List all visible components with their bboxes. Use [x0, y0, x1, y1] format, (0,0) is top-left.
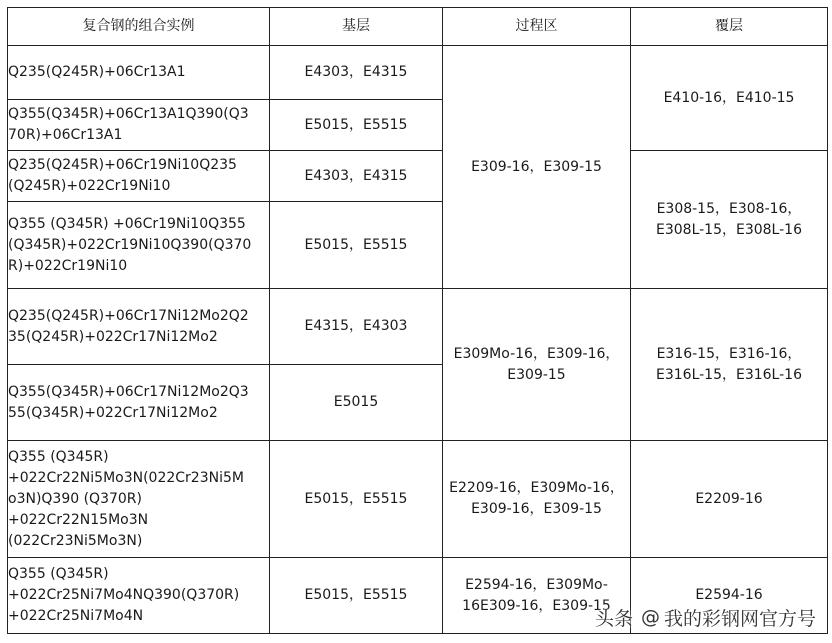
table-row [8, 46, 828, 100]
cladding-electrode-cell [631, 151, 828, 289]
cell-line: Q235(Q245R)+06Cr19Ni10Q235 [8, 157, 237, 173]
transition-electrode-cell [443, 289, 631, 441]
cell-line: E309Mo-16，E309-16， [453, 345, 620, 362]
table-row [8, 151, 828, 202]
cell-line: E309-15 [507, 366, 566, 383]
cell-line: E2209-16，E309Mo-16， [449, 480, 624, 496]
combination-cell [8, 151, 270, 202]
table-row [8, 289, 828, 365]
cell-line: 55(Q345R)+022Cr17Ni12Mo2 [8, 404, 218, 421]
header-row [8, 8, 828, 46]
watermark [595, 597, 816, 637]
cell-line: +022Cr25Ni7Mo4N [8, 608, 144, 624]
base-electrode-cell [270, 100, 443, 151]
cell-line: E308-15，E308-16， [656, 200, 802, 217]
cell-line: E5015 [333, 394, 379, 410]
combination-cell [8, 558, 270, 634]
base-electrode-cell [270, 202, 443, 289]
cell-line: E309-16，E309-15 [471, 501, 602, 517]
cell-line: E4303，E4315 [304, 64, 408, 80]
cell-line: E2594-16，E309Mo- [465, 576, 608, 593]
header-transition-zone: 过程区 [443, 8, 631, 46]
cell-line: E5015，E5515 [304, 116, 408, 133]
cell-line: E410-16，E410-15 [663, 89, 795, 106]
cell-line: Q355(Q345R)+06Cr13A1Q390(Q3 [8, 106, 249, 122]
cell-line: Q235(Q245R)+06Cr17Ni12Mo2Q2 [8, 307, 249, 324]
cell-line: +022Cr22Ni5Mo3N(022Cr23Ni5M [8, 469, 244, 486]
cell-line: E316L-15，E316L-16 [656, 366, 802, 383]
cell-line: (Q345R)+022Cr19Ni10Q390(Q370 [8, 236, 252, 253]
table-row [8, 441, 828, 558]
base-electrode-cell [270, 151, 443, 202]
cell-line: R)+022Cr19Ni10 [8, 257, 128, 274]
combination-cell [8, 202, 270, 289]
base-electrode-cell [270, 558, 443, 634]
combination-cell [8, 100, 270, 151]
base-electrode-cell [270, 289, 443, 365]
cell-line: 35(Q245R)+022Cr17Ni12Mo2 [8, 328, 218, 345]
combination-cell [8, 46, 270, 100]
cell-line: E309-16，E309-15 [471, 158, 602, 175]
cell-line: (022Cr23Ni5Mo3N) [8, 532, 143, 549]
combination-cell [8, 441, 270, 558]
cell-line: Q355 (Q345R) [8, 566, 109, 582]
combination-cell [8, 365, 270, 441]
cell-line: Q235(Q245R)+06Cr13A1 [8, 64, 186, 80]
cladding-electrode-cell [631, 441, 828, 558]
cell-line: E4303，E4315 [304, 167, 408, 184]
cell-line: Q355 (Q345R) +06Cr19Ni10Q355 [8, 215, 246, 232]
cladding-electrode-cell [631, 289, 828, 441]
watermark-platform: 头条 [594, 607, 633, 630]
cell-line: E316-15，E316-16， [656, 345, 802, 362]
cladding-electrode-cell [631, 46, 828, 151]
cell-line: E5015，E5515 [304, 490, 408, 507]
cell-line: (Q245R)+022Cr19Ni10 [8, 178, 171, 194]
base-electrode-cell [270, 365, 443, 441]
header-combination: 复合钢的组合实例 [8, 8, 270, 46]
cell-line: 16E309-16，E309-15 [462, 597, 611, 614]
cell-line: Q355(Q345R)+06Cr17Ni12Mo2Q3 [8, 383, 249, 400]
base-electrode-cell [270, 441, 443, 558]
electrode-selection-table [7, 7, 828, 634]
cell-line: E308L-15，E308L-16 [656, 221, 802, 238]
cell-line: +022Cr22N15Mo3N [8, 511, 149, 528]
combination-cell [8, 289, 270, 365]
base-electrode-cell [270, 46, 443, 100]
cell-line: 70R)+06Cr13A1 [8, 127, 123, 143]
cell-line: E2209-16 [695, 490, 763, 507]
cell-line: E5015，E5515 [304, 236, 408, 253]
cell-line: E4315，E4303 [304, 318, 408, 334]
watermark-account: 我的彩钢网官方号 [663, 607, 816, 630]
header-base-layer: 基层 [270, 8, 443, 46]
cell-line: E5015，E5515 [304, 587, 408, 603]
transition-electrode-cell [443, 46, 631, 289]
watermark-at-sign: @ [640, 606, 660, 628]
cell-line: Q355 (Q345R) [8, 448, 109, 465]
cell-line: E2594-16 [695, 587, 763, 603]
transition-electrode-cell [443, 441, 631, 558]
header-cladding-layer: 覆层 [631, 8, 828, 46]
cell-line: o3N)Q390 (Q370R) [8, 490, 142, 507]
cell-line: +022Cr25Ni7Mo4NQ390(Q370R) [8, 587, 240, 603]
